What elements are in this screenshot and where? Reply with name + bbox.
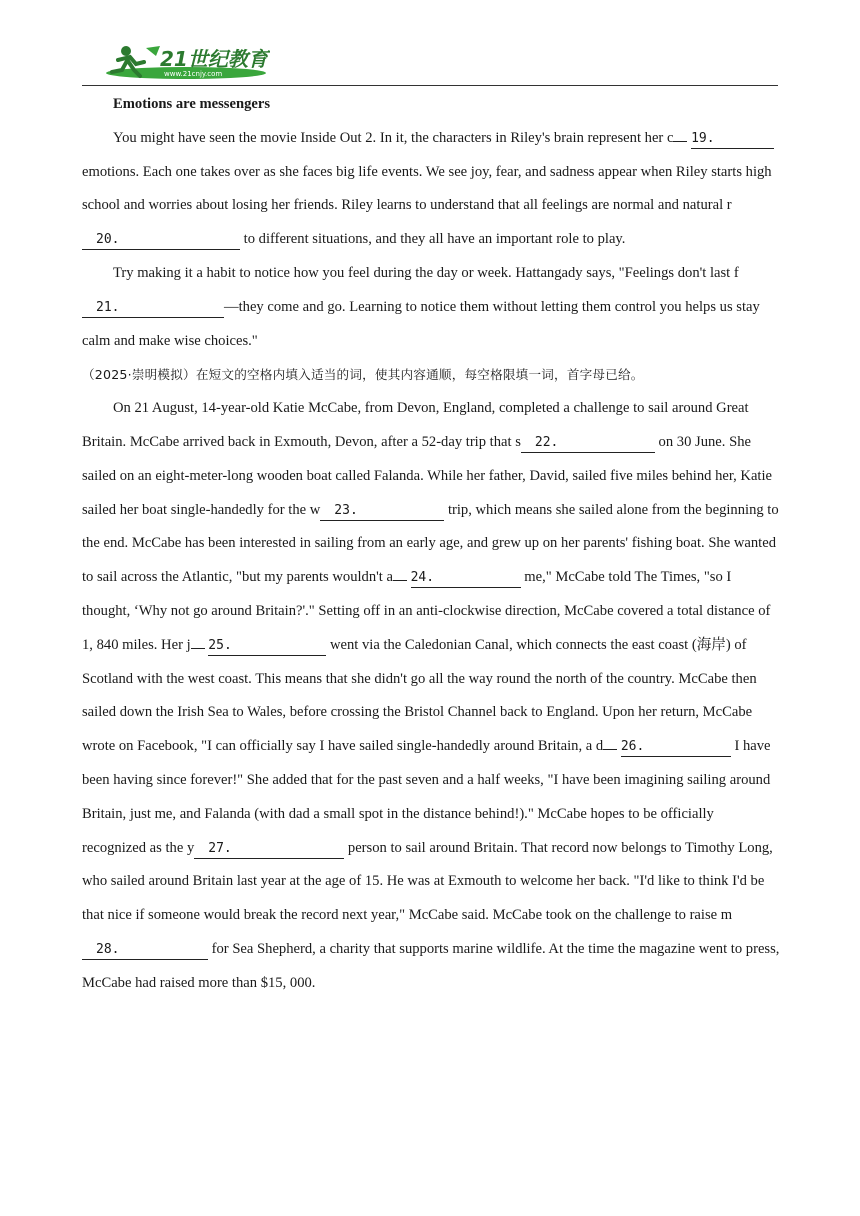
text: went via the Caledonian Canal, which connects the east coast (海岸) of Scotland with the west coast. This means that she didn't go all the way round the north of the country. McCabe then sailed down the Irish Sea to Wales, before crossing the Bristol Channel back to England. Upon her return, McCabe wrote on Facebook, "I can officially say I have sailed single-handedly around Britain, a d (82, 636, 757, 755)
paragraph-1 (82, 122, 780, 257)
text: person to sail around Britain. That record now belongs to Timothy Long, who sailed around Britain last year at the age of 15. He was at Exmouth to welcome her back. "I'd like to think I'd be that nice if someone would break the record next year," McCabe said. McCabe took on the challenge to raise m (82, 839, 773, 924)
text: You might have seen the movie Inside Out 2. In it, the characters in Riley's brain represent her c (113, 129, 674, 146)
blank-number: 23. (334, 502, 358, 518)
blank-lead (673, 125, 687, 142)
page-header (100, 38, 778, 86)
blank-20[interactable] (82, 233, 240, 250)
blank-28[interactable] (82, 943, 208, 960)
text: on 30 June. She sailed on an eight-meter-long wooden boat called Falanda. While her father, David, sailed five miles behind her, Katie sailed her boat single-handedly for the w (82, 433, 773, 518)
text: trip, which means she sailed alone from the beginning to the end. McCabe has been interested in sailing from an early age, and grew up on her parents' fishing boat. She wanted to sail across the Atlantic, "but my parents wouldn't a (82, 501, 779, 586)
text: to different situations, and they all have an important role to play. (240, 231, 626, 248)
blank-number: 24. (410, 570, 435, 586)
document-body (82, 88, 780, 1001)
blank-19[interactable] (691, 132, 774, 149)
blank-number: 20. (96, 232, 120, 248)
text: emotions. Each one takes over as she faces big life events. We see joy, fear, and sadness appear when Riley starts high school and worries about losing her friends. Riley learns to understand that all feelings are normal and natural r (82, 163, 772, 214)
blank-22[interactable] (521, 436, 655, 453)
text: Try making it a habit to notice how you feel during the day or week. Hattangady says, "Feelings don't last f (113, 264, 739, 281)
blank-23[interactable] (320, 504, 444, 521)
logo-21cnjy (104, 42, 270, 82)
blank-25[interactable] (208, 639, 326, 656)
blank-lead (191, 632, 205, 649)
blank-number: 25. (208, 637, 232, 653)
text: me," McCabe told The Times, "so I thought, ‘Why not go around Britain?'." Setting off in an anti-clockwise direction, McCabe covered a total distance of 1, 840 miles. Her j (82, 569, 771, 653)
blank-number: 19. (691, 130, 715, 146)
text: —they come and go. Learning to notice them without letting them control you helps us stay calm and make wise choices." (82, 298, 760, 349)
blank-26[interactable] (621, 740, 731, 757)
logo-text: 21世纪教育 (160, 47, 268, 71)
blank-24[interactable] (411, 571, 521, 588)
passage-title: Emotions are messengers (113, 96, 270, 112)
blank-number: 26. (620, 739, 645, 755)
blank-lead (603, 733, 617, 750)
text: On 21 August, 14-year-old Katie McCabe, from Devon, England, completed a challenge to sail around Great Britain. McCabe arrived back in Exmouth, Devon, after a 52-day trip that s (82, 400, 749, 450)
paragraph-3 (82, 392, 780, 1000)
text: I have been having since forever!" She added that for the past seven and a half weeks, "I have been imagining sailing around Britain, just me, and Falanda (with dad a small spot in the distance behind!)." McCabe hopes to be officially recognized as the y (82, 738, 771, 856)
blank-number: 27. (208, 840, 232, 856)
blank-lead (393, 564, 407, 581)
logo-url-text: www.21cnjy.com (164, 70, 223, 78)
blank-21[interactable] (82, 301, 224, 318)
blank-27[interactable] (194, 842, 344, 859)
paragraph-2 (82, 257, 780, 358)
source-line: （2025·崇明模拟）在短文的空格内填入适当的词，使其内容通顺，每空格限填一词，首字母已给。 (82, 367, 644, 383)
blank-number: 21. (96, 299, 120, 315)
blank-number: 28. (96, 941, 120, 957)
header-rule (82, 85, 778, 86)
text: for Sea Shepherd, a charity that supports marine wildlife. At the time the magazine went to press, McCabe had raised more than $15, 000. (82, 940, 780, 991)
blank-number: 22. (534, 434, 559, 450)
